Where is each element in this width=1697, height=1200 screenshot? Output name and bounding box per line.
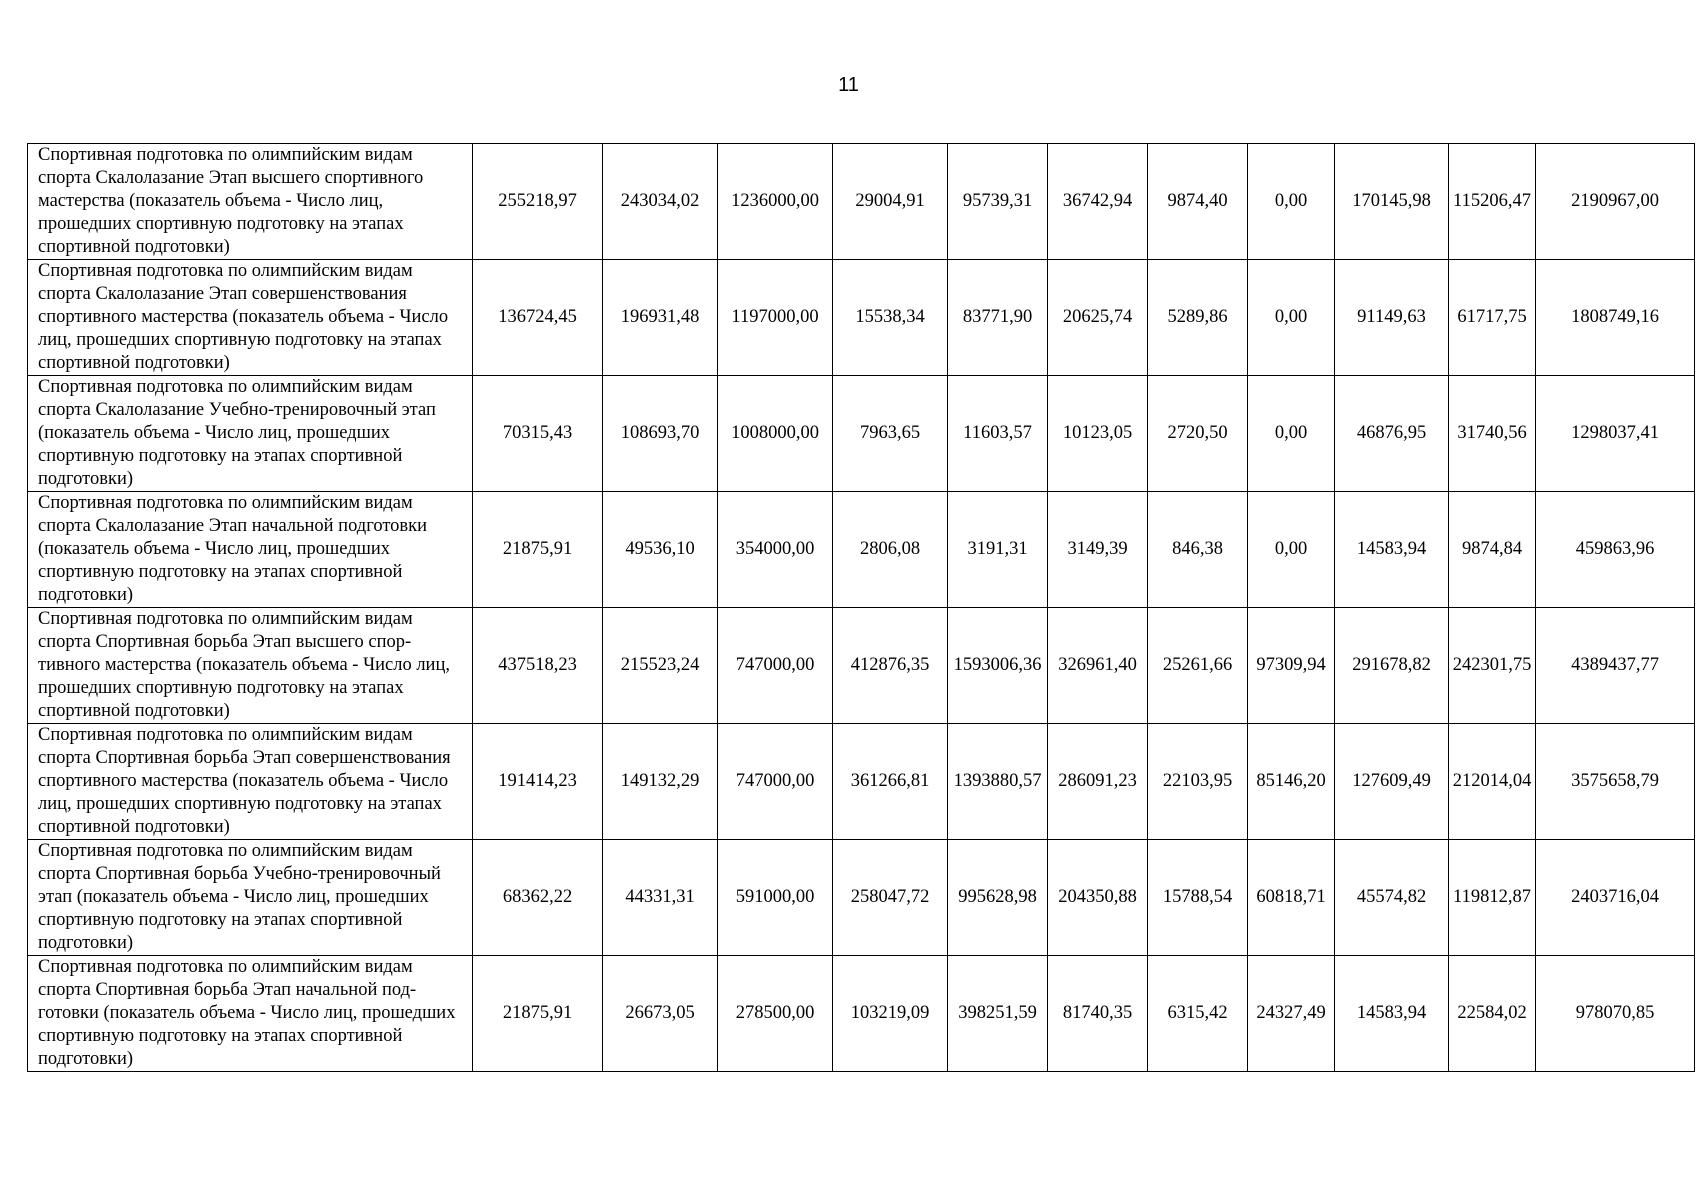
value-cell: 242301,75 [1449, 608, 1536, 724]
row-description: Спортивная подготовка по олимпийским видам спорта Спортивная борьба Учебно-тренировочный этап (показатель объема - Число лиц, прошедших спортивную подготовку на этапах спортивной подготовки) [28, 840, 473, 956]
value-cell: 21875,91 [473, 956, 603, 1072]
value-cell: 60818,71 [1248, 840, 1335, 956]
value-cell: 5289,86 [1148, 260, 1248, 376]
value-cell: 437518,23 [473, 608, 603, 724]
value-cell: 83771,90 [948, 260, 1048, 376]
value-cell: 103219,09 [833, 956, 948, 1072]
table-row [28, 260, 1695, 376]
value-cell: 14583,94 [1335, 956, 1449, 1072]
value-cell: 95739,31 [948, 144, 1048, 260]
value-cell: 115206,47 [1449, 144, 1536, 260]
value-cell: 49536,10 [603, 492, 718, 608]
value-cell: 1197000,00 [718, 260, 833, 376]
value-cell: 326961,40 [1048, 608, 1148, 724]
value-cell: 191414,23 [473, 724, 603, 840]
value-cell: 278500,00 [718, 956, 833, 1072]
value-cell: 3149,39 [1048, 492, 1148, 608]
row-description: Спортивная подготовка по олимпийским видам спорта Скалолазание Этап совершенствования спортивного мастерства (показатель объема - Число лиц, прошедших спортивную подготовку на этапах спортивной подготовки) [28, 260, 473, 376]
row-description: Спортивная подготовка по олимпийским видам спорта Скалолазание Учебно-тренировочный этап (показатель объема - Число лиц, прошедших спортивную подготовку на этапах спортивной подготовки) [28, 376, 473, 492]
value-cell: 70315,43 [473, 376, 603, 492]
value-cell: 412876,35 [833, 608, 948, 724]
value-cell: 0,00 [1248, 376, 1335, 492]
value-cell: 81740,35 [1048, 956, 1148, 1072]
value-cell: 22584,02 [1449, 956, 1536, 1072]
value-cell: 68362,22 [473, 840, 603, 956]
table-row [28, 608, 1695, 724]
value-cell: 149132,29 [603, 724, 718, 840]
table-row [28, 376, 1695, 492]
value-cell: 398251,59 [948, 956, 1048, 1072]
value-cell: 243034,02 [603, 144, 718, 260]
table-row [28, 492, 1695, 608]
value-cell: 747000,00 [718, 724, 833, 840]
row-description: Спортивная подготовка по олимпийским видам спорта Спортивная борьба Этап совершенствования спортивного мастерства (показатель объема - Число лиц, прошедших спортивную подготовку на этапах спортивной подготовки) [28, 724, 473, 840]
value-cell: 22103,95 [1148, 724, 1248, 840]
value-cell: 170145,98 [1335, 144, 1449, 260]
value-cell: 846,38 [1148, 492, 1248, 608]
value-cell: 44331,31 [603, 840, 718, 956]
value-cell: 591000,00 [718, 840, 833, 956]
value-cell: 978070,85 [1536, 956, 1695, 1072]
value-cell: 255218,97 [473, 144, 603, 260]
value-cell: 136724,45 [473, 260, 603, 376]
value-cell: 31740,56 [1449, 376, 1536, 492]
table-body [28, 144, 1695, 1072]
value-cell: 91149,63 [1335, 260, 1449, 376]
value-cell: 46876,95 [1335, 376, 1449, 492]
value-cell: 212014,04 [1449, 724, 1536, 840]
value-cell: 354000,00 [718, 492, 833, 608]
value-cell: 10123,05 [1048, 376, 1148, 492]
value-cell: 215523,24 [603, 608, 718, 724]
value-cell: 258047,72 [833, 840, 948, 956]
value-cell: 361266,81 [833, 724, 948, 840]
value-cell: 747000,00 [718, 608, 833, 724]
value-cell: 2720,50 [1148, 376, 1248, 492]
value-cell: 1393880,57 [948, 724, 1048, 840]
value-cell: 0,00 [1248, 144, 1335, 260]
value-cell: 15538,34 [833, 260, 948, 376]
row-description: Спортивная подготовка по олимпийским видам спорта Спортивная борьба Этап начальной подготовки (показатель объема - Число лиц, прошедших спортивную подготовку на этапах спортивной подготовки) [28, 956, 473, 1072]
value-cell: 6315,42 [1148, 956, 1248, 1072]
value-cell: 9874,40 [1148, 144, 1248, 260]
value-cell: 7963,65 [833, 376, 948, 492]
value-cell: 29004,91 [833, 144, 948, 260]
value-cell: 85146,20 [1248, 724, 1335, 840]
value-cell: 9874,84 [1449, 492, 1536, 608]
value-cell: 2403716,04 [1536, 840, 1695, 956]
value-cell: 3191,31 [948, 492, 1048, 608]
page-number: 11 [838, 74, 859, 96]
value-cell: 15788,54 [1148, 840, 1248, 956]
value-cell: 291678,82 [1335, 608, 1449, 724]
value-cell: 1298037,41 [1536, 376, 1695, 492]
value-cell: 1808749,16 [1536, 260, 1695, 376]
value-cell: 204350,88 [1048, 840, 1148, 956]
value-cell: 995628,98 [948, 840, 1048, 956]
value-cell: 26673,05 [603, 956, 718, 1072]
value-cell: 3575658,79 [1536, 724, 1695, 840]
value-cell: 196931,48 [603, 260, 718, 376]
value-cell: 2190967,00 [1536, 144, 1695, 260]
value-cell: 36742,94 [1048, 144, 1148, 260]
table-row [28, 144, 1695, 260]
value-cell: 97309,94 [1248, 608, 1335, 724]
value-cell: 20625,74 [1048, 260, 1148, 376]
table-row [28, 724, 1695, 840]
row-description: Спортивная подготовка по олимпийским видам спорта Спортивная борьба Этап высшего спортивного мастерства (показатель объема - Число лиц, прошедших спортивную подготовку на этапах спортивной подготовки) [28, 608, 473, 724]
row-description: Спортивная подготовка по олимпийским видам спорта Скалолазание Этап высшего спортивного мастерства (показатель объема - Число лиц, прошедших спортивную подготовку на этапах спортивной подготовки) [28, 144, 473, 260]
value-cell: 45574,82 [1335, 840, 1449, 956]
value-cell: 11603,57 [948, 376, 1048, 492]
value-cell: 108693,70 [603, 376, 718, 492]
value-cell: 4389437,77 [1536, 608, 1695, 724]
value-cell: 24327,49 [1248, 956, 1335, 1072]
row-description: Спортивная подготовка по олимпийским видам спорта Скалолазание Этап начальной подготовки (показатель объема - Число лиц, прошедших спортивную подготовку на этапах спортивной подготовки) [28, 492, 473, 608]
value-cell: 1008000,00 [718, 376, 833, 492]
value-cell: 25261,66 [1148, 608, 1248, 724]
value-cell: 2806,08 [833, 492, 948, 608]
value-cell: 459863,96 [1536, 492, 1695, 608]
data-table [27, 143, 1695, 1072]
value-cell: 286091,23 [1048, 724, 1148, 840]
value-cell: 21875,91 [473, 492, 603, 608]
value-cell: 1236000,00 [718, 144, 833, 260]
value-cell: 127609,49 [1335, 724, 1449, 840]
table-row [28, 956, 1695, 1072]
value-cell: 61717,75 [1449, 260, 1536, 376]
value-cell: 0,00 [1248, 260, 1335, 376]
value-cell: 14583,94 [1335, 492, 1449, 608]
value-cell: 1593006,36 [948, 608, 1048, 724]
value-cell: 119812,87 [1449, 840, 1536, 956]
value-cell: 0,00 [1248, 492, 1335, 608]
table-row [28, 840, 1695, 956]
